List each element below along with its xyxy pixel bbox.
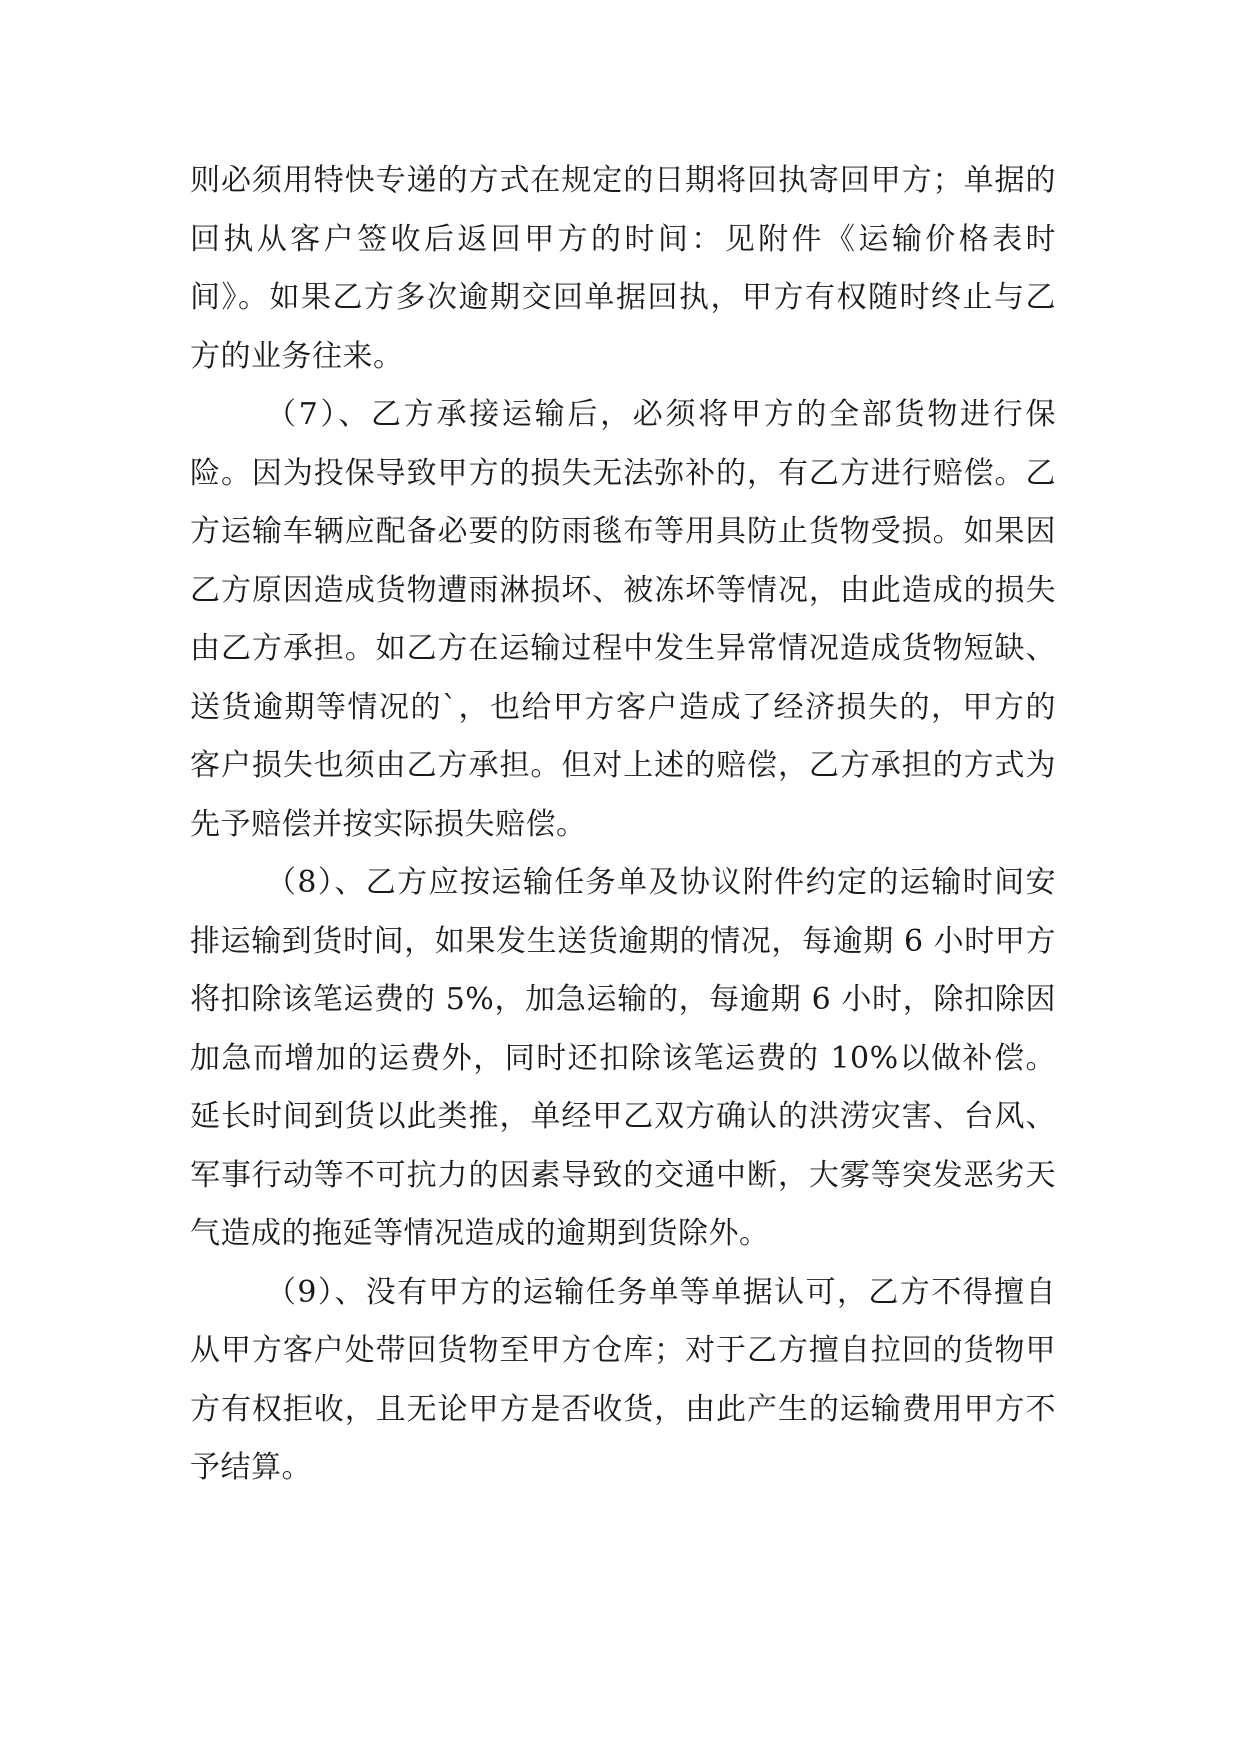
document-body (190, 152, 1056, 1498)
paragraph-clause-9: （9）、没有甲方的运输任务单等单据认可，乙方不得擅自从甲方客户处带回货物至甲方仓库；对于乙方擅自拉回的货物甲方有权拒收，且无论甲方是否收货，由此产生的运输费用甲方不予结算。 (190, 1274, 1056, 1485)
paragraph-continued: 则必须用特快专递的方式在规定的日期将回执寄回甲方；单据的回执从客户签收后返回甲方的时间：见附件《运输价格表时间》。如果乙方多次逾期交回单据回执，甲方有权随时终止与乙方的业务往来。 (190, 163, 1056, 374)
paragraph-clause-7: （7）、乙方承接运输后，必须将甲方的全部货物进行保险。因为投保导致甲方的损失无法弥补的，有乙方进行赔偿。乙方运输车辆应配备必要的防雨毯布等用具防止货物受损。如果因乙方原因造成货物遭雨淋损坏、被冻坏等情况，由此造成的损失由乙方承担。如乙方在运输过程中发生异常情况造成货物短缺、送货逾期等情况的`，也给甲方客户造成了经济损失的，甲方的客户损失也须由乙方承担。但对上述的赔偿，乙方承担的方式为先予赔偿并按实际损失赔偿。 (190, 397, 1056, 842)
paragraph-clause-8: （8）、乙方应按运输任务单及协议附件约定的运输时间安排运输到货时间，如果发生送货逾期的情况，每逾期 6 小时甲方将扣除该笔运费的 5%，加急运输的，每逾期 6 小时，除扣除因加急而增加的运费外，同时还扣除该笔运费的 10%以做补偿。延长时间到货以此类推，单经甲乙双方确认的洪涝灾害、台风、军事行动等不可抗力的因素导致的交通中断，大雾等突发恶劣天气造成的拖延等情况造成的逾期到货除外。 (190, 865, 1056, 1251)
